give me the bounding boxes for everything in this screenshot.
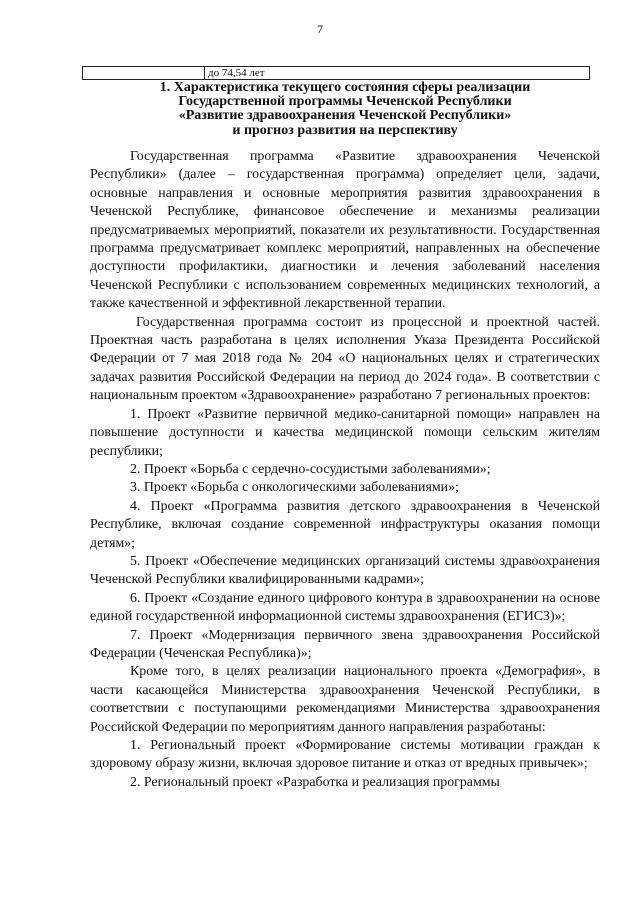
list-item: 5. Проект «Обеспечение медицинских организаций системы здравоохранения Чеченской Республики квалифицированными кадрами»; xyxy=(90,553,600,588)
list-item: 1. Региональный проект «Формирование системы мотивации граждан к здоровому образу жизни, включая здоровое питание и отказ от вредных привычек»; xyxy=(90,738,600,772)
section-heading xyxy=(90,81,600,138)
list-item: 6. Проект «Создание единого цифрового контура в здравоохранении на основе единой государственной информационной системы здравоохранения (ЕГИСЗ)»; xyxy=(90,590,600,625)
list-item: 3. Проект «Борьба с онкологическими заболеваниями»; xyxy=(130,480,459,496)
heading-line: Государственной программы Чеченской Республики xyxy=(178,94,512,110)
table-cell-right: до 74,54 лет xyxy=(205,67,590,80)
paragraph: Государственная программа «Развитие здравоохранения Чеченской Республики» (далее – государственная программа) определяет цели, задачи, основные направления и основные мероприятия развития здравоохранения в Чеченской Республике, финансовое обеспечение и механизмы реализации предусматриваемых мероприятий, показатели их результативности. Государственная программа предусматривает комплекс мероприятий, направленных на обеспечение доступности профилактики, диагностики и лечения заболеваний населения Чеченской Республики с использованием современных медицинских технологий, а также качественной и эффективной лекарственной терапии. xyxy=(90,149,600,312)
paragraph: Кроме того, в целях реализации национального проекта «Демография», в части касающейся Министерства здравоохранения Чеченской Республики, в соответствии с поступающими рекомендациями Министерства здравоохранения Российской Федерации по мероприятиям данного направления разработаны: xyxy=(90,664,600,735)
table-row xyxy=(83,67,590,80)
body-text xyxy=(90,148,600,792)
list-item: 4. Проект «Программа развития детского здравоохранения в Чеченской Республике, включая создание современной инфраструктуры оказания помощи детям»; xyxy=(90,498,600,551)
list-item: 2. Проект «Борьба с сердечно-сосудистыми заболеваниями»; xyxy=(130,461,491,477)
heading-line: «Развитие здравоохранения Чеченской Республики» xyxy=(178,108,512,124)
table-cell-left xyxy=(83,67,205,80)
table-fragment xyxy=(82,66,590,80)
heading-line: и прогноз развития на перспективу xyxy=(232,122,458,138)
heading-line: 1. Характеристика текущего состояния сферы реализации xyxy=(159,80,531,95)
paragraph: Государственная программа состоит из процессной и проектной частей. Проектная часть разработана в целях исполнения Указа Президента Российской Федерации от 7 мая 2018 года № 204 «О национальных целях и стратегических задачах развития Российской Федерации на период до 2024 года». В соответствии с национальным проектом «Здравоохранение» разработано 7 региональных проектов: xyxy=(90,314,600,404)
list-item: 7. Проект «Модернизация первичного звена здравоохранения Российской Федерации (Чеченская Республика)»; xyxy=(90,627,600,661)
list-item: 2. Региональный проект «Разработка и реализация программы xyxy=(130,774,500,790)
page-number: 7 xyxy=(317,22,323,36)
list-item: 1. Проект «Развитие первичной медико-санитарной помощи» направлен на повышение доступности и качества медицинской помощи сельским жителям республики; xyxy=(90,406,600,459)
